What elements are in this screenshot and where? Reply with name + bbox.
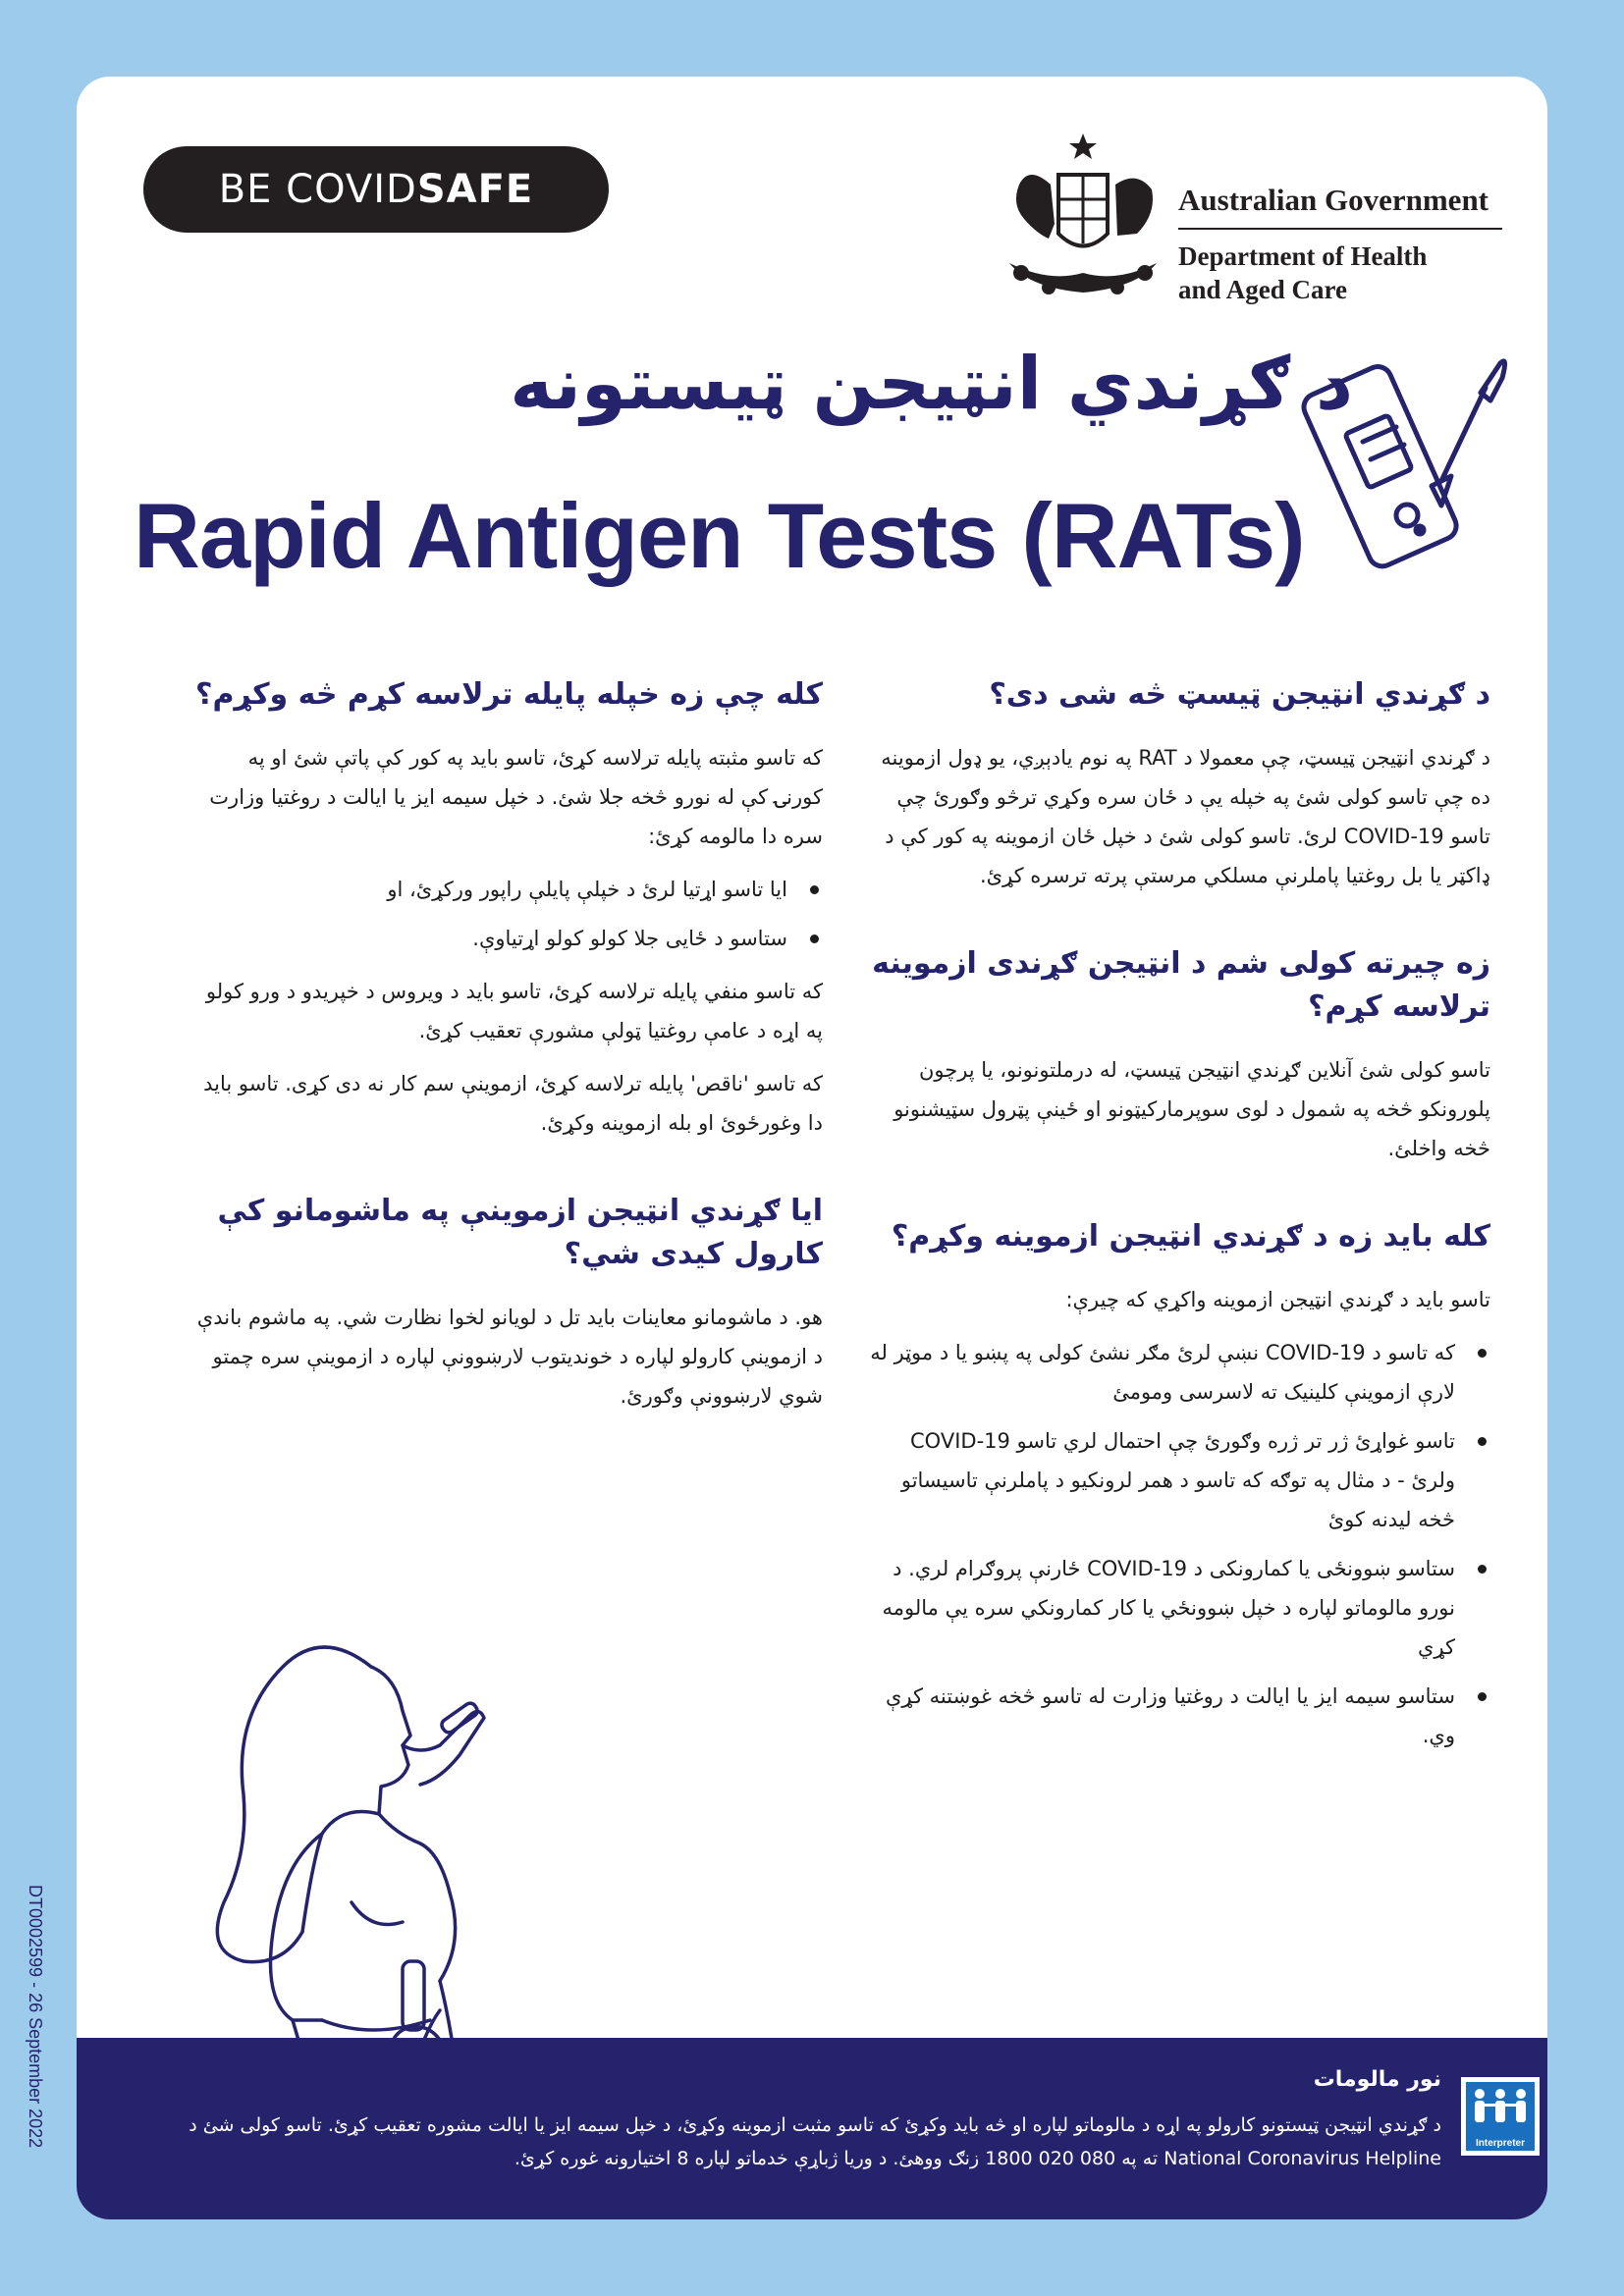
title-english: Rapid Antigen Tests (RATs) (134, 484, 1305, 587)
what-is-rat-body: د ګړندي انټيجن ټيسټ، چې معمولا د RAT په نوم يادېږي، يو ډول ازموينه ده چې تاسو کولی شئ په خپله يې د ځان سره وکړي ترڅو وګورئ چې تاسو COVID-19 لرئ. تاسو کولی شئ د خپل ځان ازموينه په کور کې د ډاکټر يا بل روغتيا پاملرنې مسلکي مرستې پرته ترسره کړئ. (881, 746, 1490, 887)
department-name (1178, 240, 1502, 306)
list-item: تاسو غواړئ ژر تر ژره وګورئ چې احتمال لري تاسو COVID-19 ولرئ - د مثال په توګه که تاسو د همر لرونکيو د پاملرنې تاسيساتو څخه ليدنه کوئ (862, 1421, 1455, 1539)
list-item: ستاسو ښوونځی يا کمارونکی د COVID-19 ځارنې پروګرام لري. د نورو مالوماتو لپاره د خپل ښوونځي يا کار کمارونکي سره يې مالومه کړي (862, 1549, 1455, 1667)
list-item: که تاسو د COVID-19 نښې لرئ مګر نشئ کولی په پښو يا د موټر له لارې ازموينې کلينيک ته لاسرسی ومومئ (862, 1333, 1455, 1412)
children-body: هو. د ماشومانو معاينات بايد تل د لويانو لخوا نظارت شي. په ماشوم باندې د ازموينې کارولو لپاره د خونديتوب لارښوونې لپاره د ازموينې سره چمتو شوي لارښوونې وګورئ. (196, 1306, 823, 1408)
when-to-test-intro: تاسو بايد د ګړندي انټيجن ازموينه واکړي که چيرې: (1065, 1288, 1490, 1311)
interpreter-label: Interpreter (1475, 2138, 1525, 2149)
interpreter-figures-icon (1466, 2082, 1535, 2131)
list-item: ستاسو د ځايی جلا کولو کولو اړتياوې. (194, 919, 787, 958)
interpreter-icon (1461, 2077, 1540, 2156)
positive-result-list (194, 870, 823, 958)
government-logo (990, 126, 1510, 361)
after-result-heading: کله چې زه خپله پايله ترلاسه کړم څه وکړم؟ (195, 677, 823, 712)
document-id: DT0002599 - 26 September 2022 (26, 1885, 45, 2149)
title-pashto: د ګړندي انټيجن ټيستونه (510, 342, 1353, 426)
when-to-test-list (862, 1333, 1490, 1755)
footer-title: نور مالومات (1313, 2067, 1441, 2092)
list-item: ستاسو سيمه ايز يا ايالت د روغتيا وزارت له تاسو څخه غوښتنه کړې وي. (862, 1677, 1455, 1755)
department-line-2: and Aged Care (1178, 275, 1348, 304)
department-line-1: Department of Health (1178, 241, 1428, 271)
left-column (194, 673, 823, 1429)
what-is-rat-heading: د ګړندي انټيجن ټيسټ څه شی دی؟ (989, 677, 1490, 712)
campaign-light: BE COVID (218, 167, 417, 212)
footer-body: د ګړندي انټيجن ټيستونو کارولو په اړه د مالوماتو لپاره او څه بايد وکړئ که تاسو مثبت ازموينه وکړئ، د خپل سيمه ايز يا ايالت مشوره تعقيب کړئ. تاسو کولی شئ د National Coronavirus Helpline ته په 080 020 1800 زنګ ووهئ. د وريا ژباړې خدماتو لپاره 8 اختيارونه غوره کړئ. (189, 2114, 1441, 2169)
poster-card (77, 77, 1547, 2219)
when-to-test-heading: کله بايد زه د ګړندي انټيجن ازموينه وکړم؟ (891, 1219, 1490, 1254)
campaign-bold: SAFE (416, 167, 534, 212)
government-divider (1178, 228, 1502, 230)
more-information-footer (77, 2038, 1547, 2219)
coat-of-arms-icon (990, 126, 1176, 322)
where-to-get-body: تاسو کولی شئ آنلاين ګړندي انټيجن ټيسټ، له درملتونونو، يا پرچون پلورونکو څخه په شمول د لوی سوپرمارکيټونو او ځينې پټرول سټيشنونو څخه واخلئ. (893, 1058, 1490, 1160)
invalid-result-body: که تاسو 'ناقص' پايله ترلاسه کړئ، ازموينې سم کار نه دی کړی. تاسو بايد دا وغورځوئ او بله ازموينه وکړئ. (203, 1072, 823, 1135)
be-covidsafe-badge (143, 146, 609, 233)
government-name: Australian Government (1178, 183, 1489, 217)
where-to-get-heading: زه چيرته کولی شم د انټيجن ګړندی ازموينه ترلاسه کړم؟ (872, 946, 1490, 1024)
rapid-test-kit-icon (1294, 334, 1520, 579)
negative-result-body: که تاسو منفي پايله ترلاسه کړئ، تاسو بايد د ويروس د خپريدو د ورو کولو په اړه د عامې روغتيا ټولې مشورې تعقيب کړئ. (205, 980, 823, 1042)
list-item: ايا تاسو اړتيا لرئ د خپلې پايلې راپور ورکړئ، او (194, 870, 787, 909)
children-heading: ايا ګړندي انټيجن ازموينې په ماشومانو کې کارول کيدی شي؟ (217, 1194, 823, 1271)
positive-result-body: که تاسو مثبته پايله ترلاسه کړئ، تاسو بايد په کور کې پاتې شئ او په کورنۍ کې له نورو څخه جلا شئ. د خپل سيمه ايز يا ايالت د روغتيا وزارت سره دا مالومه کړئ: (209, 746, 823, 848)
right-column (862, 673, 1490, 1769)
